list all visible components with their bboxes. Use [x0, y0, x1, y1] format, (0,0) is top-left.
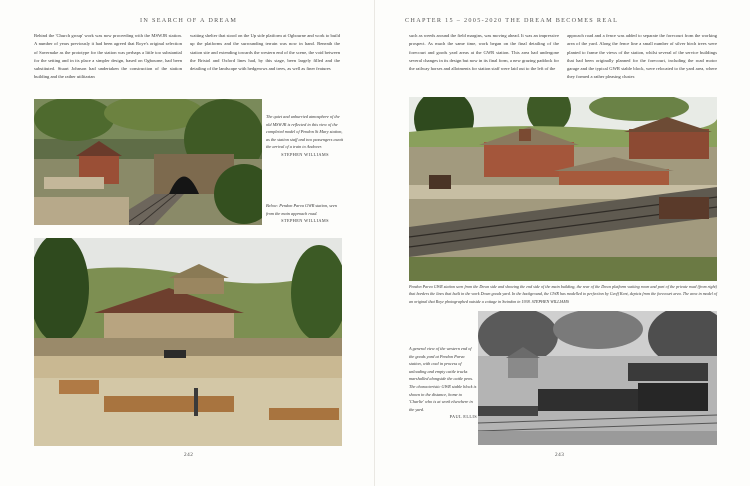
left-body-col1 — [34, 32, 182, 82]
body-text: Behind the 'Church group' work was now proceeding with the MSWJR station. A number of years previously it had been agreed that Roye's original selection of Savernake as the prototype for the station was perhaps a little too substantial for the setting and in its place a simpler design, based on Ogbourne, had been substituted. Stuart Johnson had undertaken the construction of the station building and the rather utilitarian — [34, 33, 182, 80]
photo-goods-yard-image — [478, 311, 717, 445]
right-body-col2 — [567, 32, 717, 82]
folio-left: 242 — [184, 452, 194, 458]
photo-gwr-station — [409, 97, 717, 281]
caption-bw-credit: PAUL ELLIS — [449, 414, 477, 420]
body-text: such as weeds around the field margins, was moving ahead. It was an impressive prospect. As much the same time, work began on the final detailing of the forecourt and goods yard areas at the GWR station. This area had undergone several changes in its design but now in its final form, a new grazing paddock for the railway horses and allotments for station staff were laid out to the left of the — [409, 33, 559, 72]
photo-gwr-image — [409, 97, 717, 281]
body-text: waiting shelter that stood on the Up side platform at Ogbourne and work to build up the platforms and the surrounding terrain was now in hand. Beneath the station site and extending towards the western end of the scene, the void between the Bristol and Oxford lines had, by this stage, been largely filled and the detailing of the landscape with hedgerows and trees, as well as finer features — [190, 33, 340, 72]
body-text: approach road and a fence was added to separate the forecourt from the working area of the yard. Along the fence line a small number of silver birch trees were planted to frame the views of the station, whilst several of the service buildings that had been originally planned for the forecourt, including the road motor garage and the typical GWR stable block, were relocated to the yard area, where they formed a rather pleasing cluster. — [567, 33, 717, 80]
caption-bw-text: A general view of the western end of the goods yard at Pendon Parva station, with coal in process of unloading and empty cattle trucks marshalled alongside the cattle pens. The characteristic GWR stable block is shown in the distance, home to 'Charlie' who is at work elsewhere in the yard. — [409, 346, 477, 412]
caption-bottom-text: Below: Pendon Parva GWR station, seen from the main approach road. — [266, 203, 337, 216]
photo-mswjr-station — [34, 99, 262, 225]
left-body-col2 — [190, 32, 340, 73]
caption-top-text: The quiet and unhurried atmosphere of the old MSWJR is reflected in this view of the completed model of Pendon St Mary station, as the station staff and two passengers await the arrival of a train to Andover. — [266, 114, 343, 150]
caption-top-credit: STEPHEN WILLIAMS — [281, 151, 329, 157]
right-page — [375, 0, 750, 486]
caption-bottom-credit: STEPHEN WILLIAMS — [281, 218, 329, 224]
photo-pendon-image — [34, 238, 342, 446]
running-head-left: IN SEARCH OF A DREAM — [140, 17, 238, 24]
caption-top — [266, 113, 344, 159]
photo-pendon-parva-station — [34, 238, 342, 446]
folio-right: 243 — [555, 452, 565, 458]
caption-bw — [409, 345, 477, 421]
caption-wide: Pendon Parva GWR station seen from the Down side and showing the end side of the main building, the rear of the Down platform waiting room and part of the private road (from right) that borders the lines that built in the work Down goods yard. In the background, the GWR has modelled to perfection by Geoff Kent, depicts from the forecourt area. The area in model of an original that Roye photographed outside a cottage in Swindon in 1938. STEPHEN WILLIAMS — [409, 284, 717, 304]
caption-bottom — [266, 202, 344, 225]
running-head-right: CHAPTER 15 – 2005-2020 THE DREAM BECOMES REAL — [405, 17, 619, 24]
right-body-col1 — [409, 32, 559, 73]
photo-goods-yard-bw — [478, 311, 717, 445]
photo-mswjr-image — [34, 99, 262, 225]
